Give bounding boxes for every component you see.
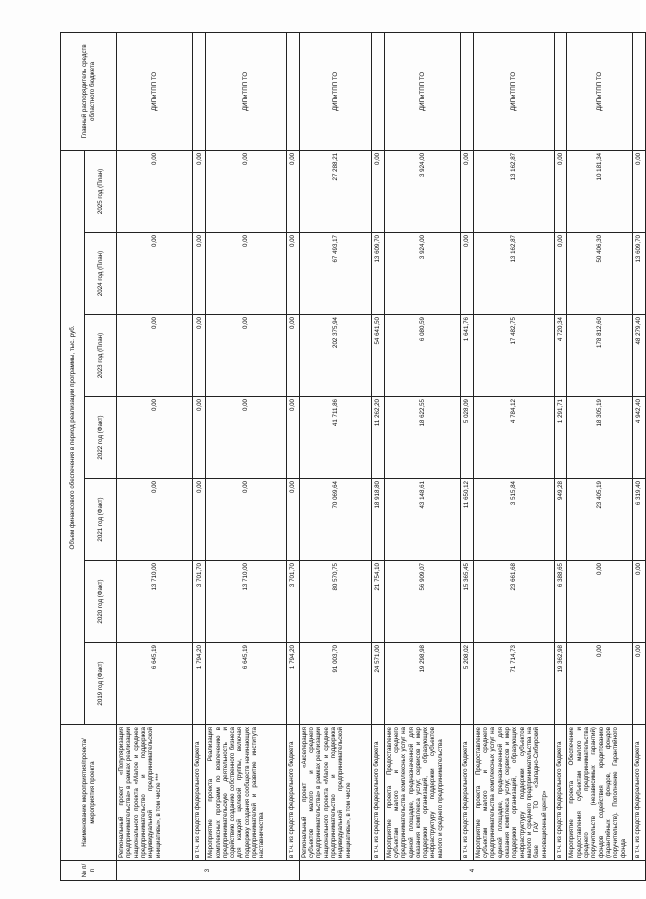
- cell-value: 0,00: [117, 150, 193, 232]
- cell-value: 13 162,87: [473, 150, 554, 232]
- row-name: Региональный проект «Акселерация субъектов малого и среднего предпринимательства» в рамках реализации национального проекта «Малое и среднее предпринимательство и поддержка индивидуальной предпринимательской инициативы», в том числе: [299, 725, 371, 861]
- table-row: [206, 32, 287, 880]
- cell-value: 178 812,60: [567, 315, 633, 397]
- cell-value: 13 710,00: [117, 561, 193, 643]
- cell-value: 3 924,00: [384, 150, 460, 232]
- cell-value: 0,00: [567, 643, 633, 725]
- row-name: Мероприятие проекта Предоставление субъектам малого и среднего предпринимательства комплексных услуг на единой площадке, предназначенной для оказания комплекса услуг, сервисов и мер поддержки организаций, образующих инфраструктуру поддержки субъектов малого и среднего предпринимательства: [384, 725, 460, 861]
- cell-admin: ДИПиТПП ТО: [299, 32, 371, 150]
- cell-value: 17 482,75: [473, 315, 554, 397]
- cell-admin: ДИПиТПП ТО: [567, 32, 633, 150]
- cell-admin: ДИПиТПП ТО: [206, 32, 287, 150]
- table-row: [193, 32, 206, 880]
- row-name: в т.ч. из средств федерального бюджета: [286, 725, 299, 861]
- table-row: [473, 32, 554, 880]
- cell-value: 71 714,73: [473, 643, 554, 725]
- cell-value: 5 028,09: [461, 397, 474, 479]
- header-year: 2025 год (План): [85, 150, 117, 232]
- cell-value: 0,00: [286, 150, 299, 232]
- table-row: [286, 32, 299, 880]
- cell-value: 10 181,34: [567, 150, 633, 232]
- cell-value: 4 942,40: [633, 397, 646, 479]
- cell-value: 13 162,87: [473, 233, 554, 315]
- cell-value: 0,00: [633, 643, 646, 725]
- cell-value: 0,00: [206, 315, 287, 397]
- cell-value: 91 003,70: [299, 643, 371, 725]
- cell-value: 0,00: [117, 479, 193, 561]
- cell-admin: ДИПиТПП ТО: [473, 32, 554, 150]
- cell-value: 41 711,86: [299, 397, 371, 479]
- cell-value: 13 609,70: [633, 233, 646, 315]
- cell-value: 0,00: [554, 150, 567, 232]
- cell-value: 3 701,70: [193, 561, 206, 643]
- cell-value: 70 069,64: [299, 479, 371, 561]
- header-year: 2019 год (Факт): [85, 643, 117, 725]
- cell-value: 0,00: [461, 233, 474, 315]
- cell-admin: [461, 32, 474, 150]
- cell-value: 50 406,30: [567, 233, 633, 315]
- cell-value: 0,00: [206, 233, 287, 315]
- cell-value: 54 641,50: [371, 315, 384, 397]
- cell-value: 0,00: [206, 150, 287, 232]
- cell-value: 6 645,19: [206, 643, 287, 725]
- table-row: [299, 32, 371, 880]
- cell-value: 1 641,76: [461, 315, 474, 397]
- cell-admin: [554, 32, 567, 150]
- row-name: Мероприятие проекта Обеспечение предоставления субъектам малого и среднего предпринимательства поручительств (независимых гарантий) фондов содействия кредитованию (гарантийных фондов, фондов поручительств). Пополнение Гарантийного фонда: [567, 725, 633, 861]
- row-name: Мероприятие проекта Реализация комплексных программ по вовлечению в предпринимательскую деятельность и содействию созданию собственного бизнеса для каждой целевой группы, включая поддержку создания сообществ начинающих предпринимателей и развитие института наставничества: [206, 725, 287, 861]
- cell-value: 4 720,34: [554, 315, 567, 397]
- cell-value: 949,28: [554, 479, 567, 561]
- cell-value: 0,00: [193, 150, 206, 232]
- table-row: [384, 32, 460, 880]
- cell-value: 0,00: [117, 315, 193, 397]
- cell-value: 0,00: [554, 233, 567, 315]
- header-year: 2024 год (План): [85, 233, 117, 315]
- cell-value: 3 701,70: [286, 561, 299, 643]
- table-row: [554, 32, 567, 880]
- cell-value: 15 365,45: [461, 561, 474, 643]
- cell-admin: ДИПиТПП ТО: [117, 32, 193, 150]
- cell-value: 0,00: [206, 397, 287, 479]
- cell-value: 56 909,07: [384, 561, 460, 643]
- cell-value: 1 291,71: [554, 397, 567, 479]
- cell-value: 27 288,21: [299, 150, 371, 232]
- cell-value: 11 650,12: [461, 479, 474, 561]
- row-name: в т.ч. из средств федерального бюджета: [371, 725, 384, 861]
- row-name: в т.ч. из средств федерального бюджета: [554, 725, 567, 861]
- cell-admin: ДИПиТПП ТО: [384, 32, 460, 150]
- cell-value: 0,00: [206, 479, 287, 561]
- cell-value: 6 080,59: [384, 315, 460, 397]
- cell-value: 23 661,68: [473, 561, 554, 643]
- cell-value: 5 208,02: [461, 643, 474, 725]
- header-name: Наименование мероприятия/проекта/мероприятия проекта: [61, 725, 117, 861]
- cell-value: 1 794,20: [193, 643, 206, 725]
- cell-value: 18 305,19: [567, 397, 633, 479]
- row-number: 4: [299, 861, 645, 881]
- table-row: [461, 32, 474, 880]
- cell-value: 0,00: [633, 150, 646, 232]
- cell-value: 67 493,17: [299, 233, 371, 315]
- header-no: № п/п: [61, 861, 117, 881]
- header-year: 2020 год (Факт): [85, 561, 117, 643]
- table-row: [567, 32, 633, 880]
- funding-table: [60, 32, 646, 881]
- cell-value: 21 754,10: [371, 561, 384, 643]
- cell-value: 0,00: [117, 233, 193, 315]
- cell-value: 1 794,20: [286, 643, 299, 725]
- cell-value: 6 645,19: [117, 643, 193, 725]
- cell-value: 13 710,00: [206, 561, 287, 643]
- cell-value: 3 924,00: [384, 233, 460, 315]
- cell-value: 0,00: [286, 233, 299, 315]
- header-year: 2021 год (Факт): [85, 479, 117, 561]
- cell-admin: [286, 32, 299, 150]
- row-name: в т.ч. из средств федерального бюджета: [193, 725, 206, 861]
- row-number: 3: [117, 861, 300, 881]
- table-row: [117, 32, 193, 880]
- header-year: 2023 год (План): [85, 315, 117, 397]
- row-name: в т.ч. из средств федерального бюджета: [461, 725, 474, 861]
- cell-value: 0,00: [117, 397, 193, 479]
- cell-value: 0,00: [286, 479, 299, 561]
- cell-value: 0,00: [633, 561, 646, 643]
- cell-value: 18 622,55: [384, 397, 460, 479]
- cell-value: 0,00: [371, 150, 384, 232]
- row-name: в т.ч. из средств федерального бюджета: [633, 725, 646, 861]
- cell-value: 0,00: [193, 315, 206, 397]
- cell-value: 23 405,19: [567, 479, 633, 561]
- row-name: Региональный проект «Популяризация предпринимательства» в рамках реализации национального проекта «Малое и среднее предпринимательство и поддержка индивидуальной предпринимательской инициативы», в том числе ***: [117, 725, 193, 861]
- rotated-table-container: [60, 33, 646, 881]
- cell-value: 0,00: [193, 233, 206, 315]
- cell-value: 6 388,65: [554, 561, 567, 643]
- cell-value: 6 319,40: [633, 479, 646, 561]
- row-name: Мероприятие проекта Предоставление субъектам малого и среднего предпринимательства комплексных услуг на единой площадке, предназначенной для оказания комплекса услуг, сервисов и мер поддержки организаций, образующих инфраструктуру поддержки субъектов малого и среднего предпринимательства на базе ГАУ ТО «Западно-Сибирский инновационный центр»: [473, 725, 554, 861]
- header-admin: Главный распорядитель средств областного бюджета: [61, 32, 117, 150]
- cell-value: 13 609,70: [371, 233, 384, 315]
- cell-value: 0,00: [286, 397, 299, 479]
- header-year: 2022 год (Факт): [85, 397, 117, 479]
- table-row: [371, 32, 384, 880]
- cell-value: 0,00: [461, 150, 474, 232]
- cell-admin: [193, 32, 206, 150]
- cell-value: 0,00: [193, 479, 206, 561]
- cell-value: 0,00: [286, 315, 299, 397]
- cell-value: 19 298,98: [384, 643, 460, 725]
- cell-value: 43 148,61: [384, 479, 460, 561]
- cell-value: 0,00: [567, 561, 633, 643]
- cell-admin: [633, 32, 646, 150]
- table-row: [633, 32, 646, 880]
- cell-value: 202 375,94: [299, 315, 371, 397]
- cell-value: 4 784,12: [473, 397, 554, 479]
- cell-value: 48 279,40: [633, 315, 646, 397]
- cell-value: 19 362,98: [554, 643, 567, 725]
- cell-value: 11 262,20: [371, 397, 384, 479]
- cell-value: 0,00: [193, 397, 206, 479]
- cell-value: 24 571,00: [371, 643, 384, 725]
- cell-value: 80 570,75: [299, 561, 371, 643]
- cell-admin: [371, 32, 384, 150]
- cell-value: 18 918,80: [371, 479, 384, 561]
- cell-value: 3 515,84: [473, 479, 554, 561]
- header-funding: Объем финансового обеспечения в период реализации программы, тыс. руб.: [61, 150, 85, 724]
